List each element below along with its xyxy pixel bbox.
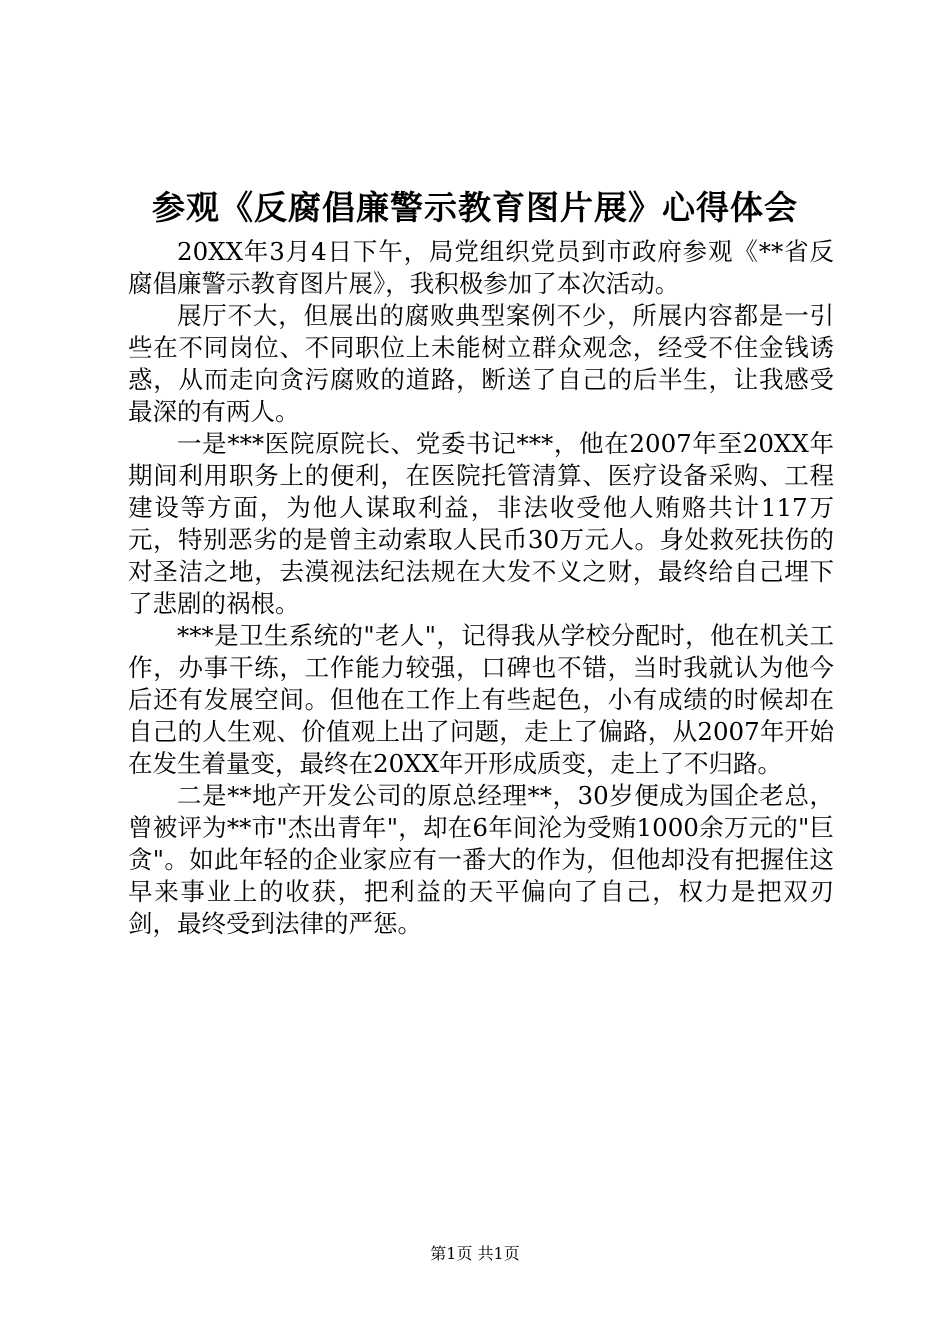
paragraph: 二是**地产开发公司的原总经理**，30岁便成为国企老总，曾被评为**市"杰出青年"，却在6年间沦为受贿1000余万元的"巨贪"。如此年轻的企业家应有一番大的作为，但他却没有把握住这早来事业上的收获，把利益的天平偏向了自己，权力是把双刃剑，最终受到法律的严惩。 <box>128 781 834 938</box>
paragraph: ***是卫生系统的"老人"，记得我从学校分配时，他在机关工作，办事干练，工作能力较强，口碑也不错，当时我就认为他今后还有发展空间。但他在工作上有些起色，小有成绩的时候却在自己的人生观、价值观上出了问题，走上了偏路，从2007年开始在发生着量变，最终在20XX年开形成质变，走上了不归路。 <box>128 621 834 778</box>
paragraph: 20XX年3月4日下午，局党组织党员到市政府参观《**省反腐倡廉警示教育图片展》，我积极参加了本次活动。 <box>128 237 834 298</box>
paragraph: 一是***医院原院长、党委书记***，他在2007年至20XX年期间利用职务上的便利，在医院托管清算、医疗设备采购、工程建设等方面，为他人谋取利益，非法收受他人贿赂共计117万元，特别恶劣的是曾主动索取人民币30万元人。身处救死扶伤的对圣洁之地，去漠视法纪法规在大发不义之财，最终给自己埋下了悲剧的祸根。 <box>128 429 834 618</box>
page-footer: 第1页 共1页 <box>430 1244 520 1263</box>
document-body <box>128 236 834 940</box>
document-title: 参观《反腐倡廉警示教育图片展》心得体会 <box>152 188 798 227</box>
paragraph: 展厅不大，但展出的腐败典型案例不少，所展内容都是一引些在不同岗位、不同职位上未能树立群众观念，经受不住金钱诱惑，从而走向贪污腐败的道路，断送了自己的后半生，让我感受最深的有两人。 <box>128 301 834 426</box>
